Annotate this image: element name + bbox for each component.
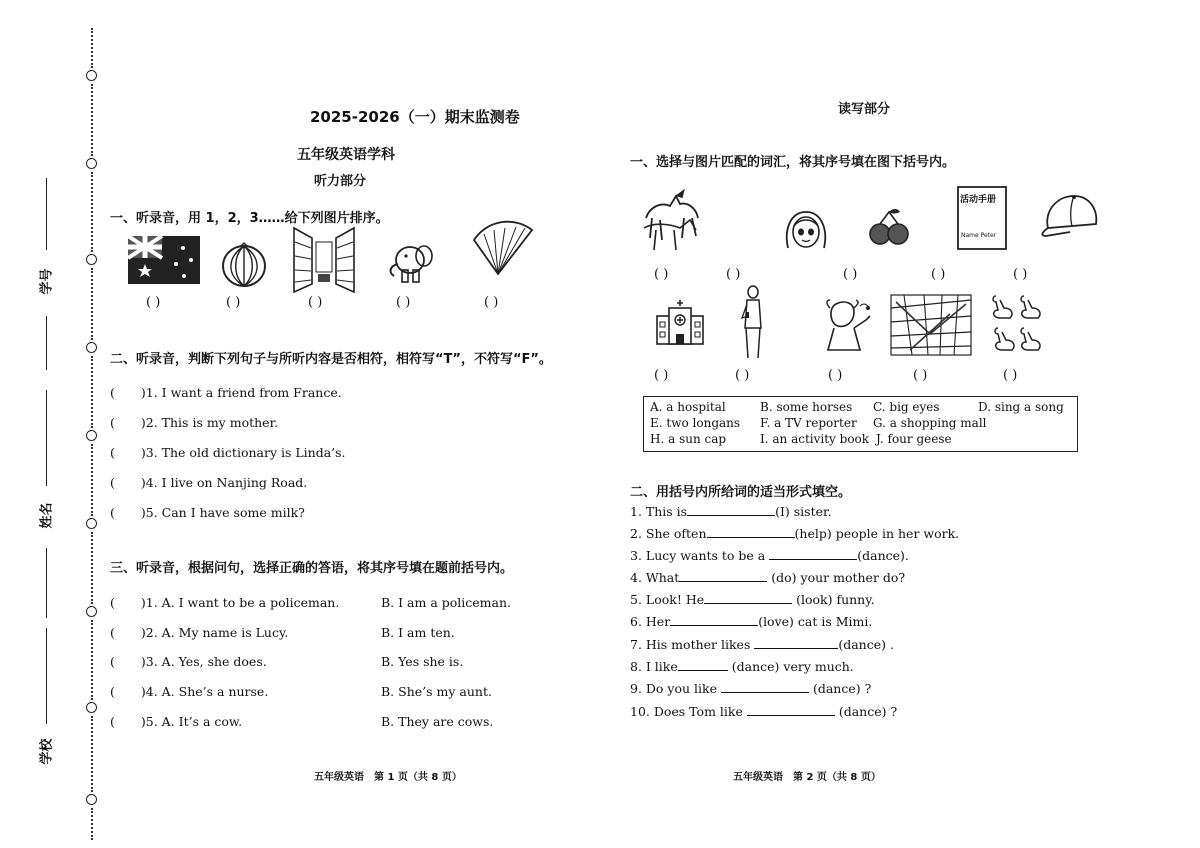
question-text: (dance) very much. bbox=[727, 659, 854, 674]
answer-paren[interactable]: ( bbox=[110, 385, 115, 400]
section-1-heading: 一、选择与图片匹配的词汇，将其序号填在图下括号内。 bbox=[630, 155, 956, 170]
answer-paren[interactable]: ( bbox=[110, 505, 115, 520]
answer-paren[interactable]: ( ) bbox=[396, 295, 411, 310]
perforation-line bbox=[91, 716, 93, 792]
answer-paren[interactable]: ( bbox=[110, 714, 115, 729]
answer-paren[interactable]: ( bbox=[110, 475, 115, 490]
answer-blank[interactable] bbox=[721, 681, 809, 693]
answer-blank[interactable] bbox=[687, 504, 775, 516]
answer-paren[interactable]: ( ) bbox=[931, 267, 946, 282]
perforation-line bbox=[91, 532, 93, 604]
vocab-option: E. two longans bbox=[650, 416, 741, 430]
question-text: (dance). bbox=[857, 548, 909, 563]
page-footer: 五年级英语 第 1 页（共 8 页） bbox=[314, 772, 462, 783]
vocab-option: G. a shopping mall bbox=[873, 416, 987, 430]
question-text: 2. She often bbox=[630, 526, 707, 541]
binding-hole bbox=[86, 518, 97, 529]
vocab-option: D. sing a song bbox=[978, 400, 1064, 414]
perforation-line bbox=[91, 172, 93, 252]
question-text: (I) sister. bbox=[775, 504, 832, 519]
book-title: 活动手册 bbox=[960, 195, 997, 205]
vocab-option: I. an activity book bbox=[760, 432, 870, 446]
hospital-icon bbox=[655, 300, 705, 346]
watermelon-icon bbox=[221, 242, 267, 288]
answer-paren[interactable]: ( ) bbox=[735, 368, 750, 383]
vocab-option: F. a TV reporter bbox=[760, 416, 857, 430]
option-a: )1. A. I want to be a policeman. bbox=[140, 595, 340, 610]
answer-paren[interactable]: ( bbox=[110, 415, 115, 430]
list-item bbox=[630, 548, 909, 563]
vocab-option: C. big eyes bbox=[873, 400, 940, 414]
answer-paren[interactable]: ( bbox=[110, 445, 115, 460]
answer-blank[interactable] bbox=[704, 592, 792, 604]
option-b: B. I am a policeman. bbox=[381, 595, 511, 610]
option-a: )3. A. Yes, she does. bbox=[140, 654, 267, 669]
answer-blank[interactable] bbox=[670, 614, 758, 626]
option-b: B. She’s my aunt. bbox=[381, 684, 492, 699]
answer-paren[interactable]: ( ) bbox=[308, 295, 323, 310]
elephant-icon bbox=[384, 238, 434, 286]
binding-hole bbox=[86, 254, 97, 265]
answer-blank[interactable] bbox=[754, 637, 838, 649]
list-item bbox=[110, 654, 267, 669]
label-student-id: 学号 bbox=[39, 268, 55, 295]
vocab-option: B. some horses bbox=[760, 400, 853, 414]
answer-blank[interactable] bbox=[679, 570, 767, 582]
list-item bbox=[630, 504, 832, 519]
answer-paren[interactable]: ( ) bbox=[226, 295, 241, 310]
vocab-option: H. a sun cap bbox=[650, 432, 727, 446]
fill-line-name[interactable] bbox=[46, 390, 47, 486]
label-school: 学校 bbox=[39, 738, 55, 765]
list-item bbox=[630, 704, 897, 719]
fan-icon bbox=[472, 226, 534, 276]
list-item bbox=[630, 592, 875, 607]
page-footer: 五年级英语 第 2 页（共 8 页） bbox=[733, 772, 881, 783]
question-text: 7. His mother likes bbox=[630, 637, 755, 652]
answer-paren[interactable]: ( ) bbox=[654, 267, 669, 282]
answer-paren[interactable]: ( bbox=[110, 595, 115, 610]
list-item bbox=[110, 415, 278, 430]
option-b: B. Yes she is. bbox=[381, 654, 464, 669]
exam-subtitle: 五年级英语学科 bbox=[297, 147, 395, 163]
answer-paren[interactable]: ( bbox=[110, 625, 115, 640]
library-icon bbox=[294, 228, 354, 292]
cap-icon bbox=[1040, 194, 1100, 238]
question-text: (help) people in her work. bbox=[794, 526, 960, 541]
perforation-line bbox=[91, 84, 93, 156]
binding-hole bbox=[86, 794, 97, 805]
answer-paren[interactable]: ( ) bbox=[913, 368, 928, 383]
reporter-icon bbox=[738, 284, 768, 360]
answer-blank[interactable] bbox=[769, 548, 857, 560]
fill-line-school[interactable] bbox=[46, 628, 47, 724]
list-item bbox=[630, 570, 905, 585]
fill-line-name-lower[interactable] bbox=[46, 548, 47, 618]
list-item bbox=[110, 595, 339, 610]
option-a: )5. A. It’s a cow. bbox=[140, 714, 243, 729]
question-text: (look) funny. bbox=[792, 592, 875, 607]
answer-paren[interactable]: ( ) bbox=[843, 267, 858, 282]
answer-blank[interactable] bbox=[678, 659, 728, 671]
question-text: 5. Look! He bbox=[630, 592, 705, 607]
question-text: 9. Do you like bbox=[630, 681, 721, 696]
perforation-line bbox=[91, 356, 93, 428]
list-item bbox=[110, 505, 305, 520]
question-text: (love) cat is Mimi. bbox=[758, 614, 873, 629]
list-item bbox=[630, 614, 872, 629]
list-item bbox=[110, 684, 268, 699]
question-text: )2. This is my mother. bbox=[140, 415, 279, 430]
question-text: )4. I live on Nanjing Road. bbox=[140, 475, 308, 490]
question-text: )1. I want a friend from France. bbox=[140, 385, 342, 400]
section-2-heading: 二、听录音，判断下列句子与所听内容是否相符，相符写“T”，不符写“F”。 bbox=[110, 352, 552, 367]
binding-hole bbox=[86, 702, 97, 713]
vocab-option: A. a hospital bbox=[650, 400, 726, 414]
answer-blank[interactable] bbox=[747, 704, 835, 716]
binding-hole bbox=[86, 430, 97, 441]
answer-paren[interactable]: ( ) bbox=[146, 295, 161, 310]
question-text: 4. What bbox=[630, 570, 680, 585]
answer-paren[interactable]: ( ) bbox=[828, 368, 843, 383]
binding-hole bbox=[86, 70, 97, 81]
fill-line-student-id-lower[interactable] bbox=[46, 316, 47, 370]
geese-icon bbox=[990, 292, 1046, 358]
book-name: Name Peter bbox=[961, 232, 997, 239]
binding-hole bbox=[86, 606, 97, 617]
question-text: )3. The old dictionary is Linda’s. bbox=[140, 445, 346, 460]
option-b: B. I am ten. bbox=[381, 625, 455, 640]
perforation-line bbox=[91, 620, 93, 700]
question-text: )5. Can I have some milk? bbox=[140, 505, 305, 520]
perforation-line bbox=[91, 444, 93, 516]
option-a: )4. A. She’s a nurse. bbox=[140, 684, 269, 699]
answer-paren[interactable]: ( bbox=[110, 684, 115, 699]
list-item bbox=[110, 445, 346, 460]
question-text: 6. Her bbox=[630, 614, 671, 629]
exam-title: 2025-2026（一）期末监测卷 bbox=[310, 108, 520, 126]
label-name: 姓名 bbox=[39, 502, 55, 529]
answer-paren[interactable]: ( bbox=[110, 654, 115, 669]
part-title-reading-writing: 读写部分 bbox=[838, 102, 891, 117]
answer-paren[interactable]: ( ) bbox=[484, 295, 499, 310]
question-text: (do) your mother do? bbox=[767, 570, 906, 585]
horses-icon bbox=[640, 188, 704, 252]
perforation-line bbox=[91, 808, 93, 840]
perforation-line bbox=[91, 268, 93, 340]
question-text: 3. Lucy wants to be a bbox=[630, 548, 770, 563]
question-text: (dance) ? bbox=[808, 681, 872, 696]
shopping-mall-icon bbox=[890, 294, 972, 356]
list-item bbox=[110, 625, 288, 640]
list-item bbox=[630, 659, 854, 674]
list-item bbox=[110, 475, 307, 490]
section-1-heading: 一、听录音，用 1，2，3……给下列图片排序。 bbox=[110, 211, 389, 226]
answer-paren[interactable]: ( ) bbox=[654, 368, 669, 383]
list-item bbox=[630, 637, 894, 652]
singing-girl-icon bbox=[824, 298, 872, 354]
vocabulary-box bbox=[643, 396, 1078, 452]
longans-icon bbox=[868, 206, 910, 248]
answer-paren[interactable]: ( ) bbox=[726, 267, 741, 282]
question-text: (dance) ? bbox=[834, 704, 898, 719]
answer-paren[interactable]: ( ) bbox=[1003, 368, 1018, 383]
question-text: 8. I like bbox=[630, 659, 678, 674]
vocab-option: J. four geese bbox=[876, 432, 952, 446]
girl-face-icon bbox=[784, 208, 828, 252]
binding-hole bbox=[86, 342, 97, 353]
list-item bbox=[630, 681, 871, 696]
question-text: 1. This is bbox=[630, 504, 688, 519]
option-a: )2. A. My name is Lucy. bbox=[140, 625, 289, 640]
flag-icon bbox=[128, 236, 202, 286]
list-item bbox=[110, 385, 342, 400]
list-item bbox=[630, 526, 959, 541]
list-item bbox=[110, 714, 242, 729]
perforation-line bbox=[91, 28, 93, 68]
part-title-listening: 听力部分 bbox=[314, 174, 367, 189]
question-text: 10. Does Tom like bbox=[630, 704, 747, 719]
section-3-heading: 三、听录音，根据问句，选择正确的答语，将其序号填在题前括号内。 bbox=[110, 561, 514, 576]
answer-paren[interactable]: ( ) bbox=[1013, 267, 1028, 282]
answer-blank[interactable] bbox=[707, 526, 795, 538]
question-text: (dance) . bbox=[838, 637, 894, 652]
section-2-heading: 二、用括号内所给词的适当形式填空。 bbox=[630, 485, 852, 500]
fill-line-student-id[interactable] bbox=[46, 178, 47, 250]
binding-hole bbox=[86, 158, 97, 169]
option-b: B. They are cows. bbox=[381, 714, 494, 729]
